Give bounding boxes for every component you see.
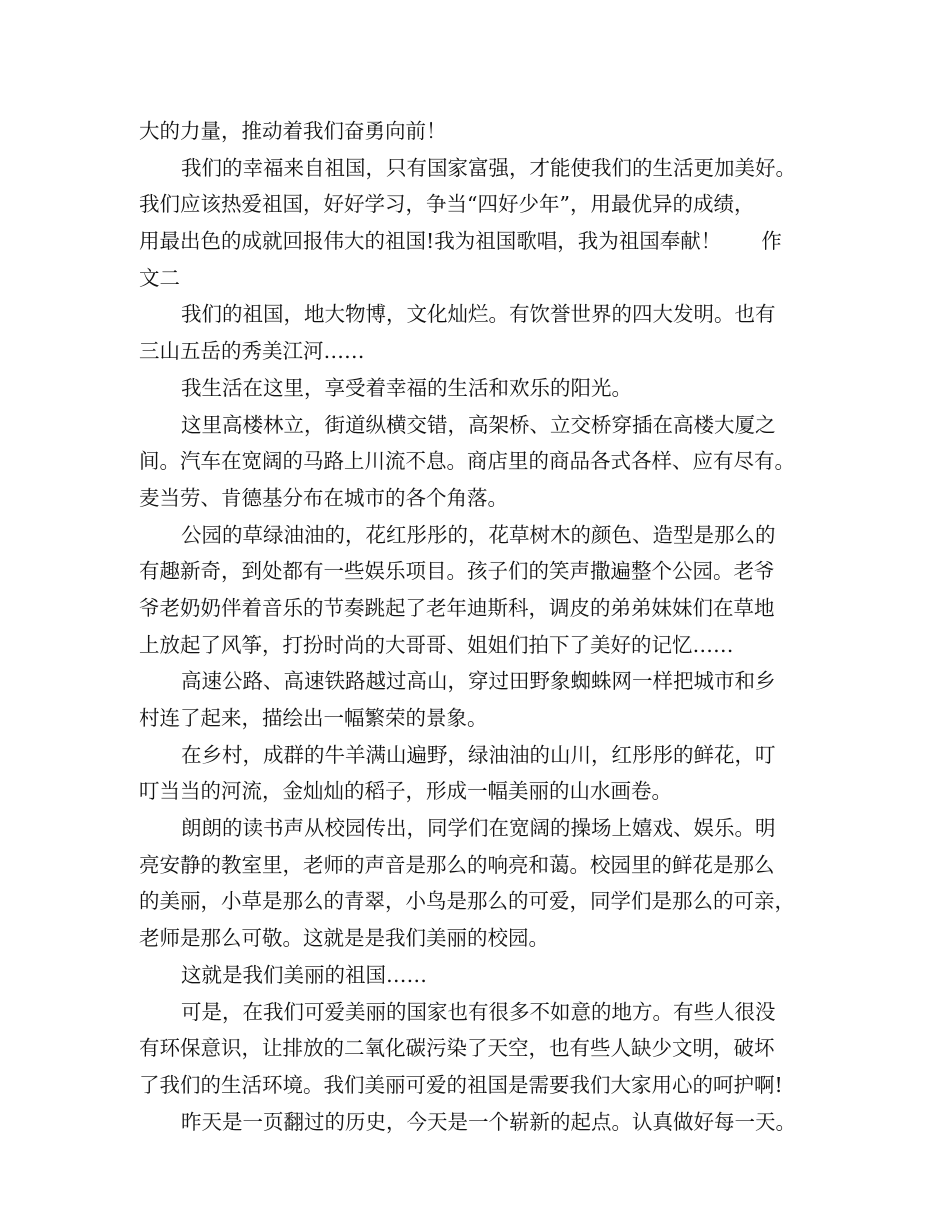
text-line: 昨天是一页翻过的历史，今天是一个崭新的起点。认真做好每一天。 <box>181 1109 796 1134</box>
text-line: 这里高楼林立，街道纵横交错，高架桥、立交桥穿插在高楼大厦之 <box>181 412 776 437</box>
text-line: 可是，在我们可爱美丽的国家也有很多不如意的地方。有些人很没 <box>181 999 776 1024</box>
text-line: 村连了起来，描绘出一幅繁荣的景象。 <box>139 706 488 730</box>
text-line: 有趣新奇，到处都有一些娱乐项目。孩子们的笑声撒遍整个公园。老爷 <box>139 559 775 584</box>
text-line: 老师是那么可敬。这就是是我们美丽的校园。 <box>139 926 549 951</box>
text-segment: 用最出色的成就回报伟大的祖国!我为祖国歌唱，我为祖国奉献！ <box>139 229 722 254</box>
text-line: 公园的草绿油油的，花红彤彤的，花草树木的颜色、造型是那么的 <box>181 522 776 547</box>
text-line: 我们应该热爱祖国，好好学习，争当“四好少年”，用最优异的成绩， <box>139 192 755 217</box>
text-line: 这就是我们美丽的祖国…… <box>181 962 427 987</box>
text-line: 在乡村，成群的牛羊满山遍野，绿油油的山川，红彤彤的鲜花，叮 <box>181 742 776 767</box>
text-line: 我们的幸福来自祖国，只有国家富强，才能使我们的生活更加美好。 <box>181 155 796 180</box>
section-heading-start: 作 <box>761 229 782 254</box>
text-line: 朗朗的读书声从校园传出，同学们在宽阔的操场上嬉戏、娱乐。明 <box>181 816 776 841</box>
essay-body <box>139 113 819 1140</box>
text-line: 三山五岳的秀美江河…… <box>139 339 365 364</box>
text-line: 我们的祖国，地大物博，文化灿烂。有饮誉世界的四大发明。也有 <box>181 302 776 327</box>
section-heading-end: 文二 <box>139 265 180 290</box>
text-line: 高速公路、高速铁路越过高山，穿过田野象蜘蛛网一样把城市和乡 <box>181 669 776 694</box>
text-line: 爷老奶奶伴着音乐的节奏跳起了老年迪斯科，调皮的弟弟妹妹们在草地 <box>139 595 775 620</box>
text-line: 叮当当的河流，金灿灿的稻子，形成一幅美丽的山水画卷。 <box>139 779 672 804</box>
text-line <box>139 223 819 260</box>
text-line: 上放起了风筝，打扮时尚的大哥哥、姐姐们拍下了美好的记忆…… <box>139 632 734 657</box>
text-line: 麦当劳、肯德基分布在城市的各个角落。 <box>139 485 508 510</box>
text-line: 有环保意识，让排放的二氧化碳污染了天空，也有些人缺少文明，破坏 <box>139 1036 775 1061</box>
text-line: 了我们的生活环境。我们美丽可爱的祖国是需要我们大家用心的呵护啊! <box>139 1072 783 1097</box>
text-line: 我生活在这里，享受着幸福的生活和欢乐的阳光。 <box>181 375 632 400</box>
text-line: 大的力量，推动着我们奋勇向前！ <box>139 119 447 143</box>
text-line: 的美丽，小草是那么的青翠，小鸟是那么的可爱，同学们是那么的可亲， <box>139 889 795 914</box>
text-line: 间。汽车在宽阔的马路上川流不息。商店里的商品各式各样、应有尽有。 <box>139 449 795 474</box>
text-line: 亮安静的教室里，老师的声音是那么的响亮和蔼。校园里的鲜花是那么 <box>139 852 775 877</box>
